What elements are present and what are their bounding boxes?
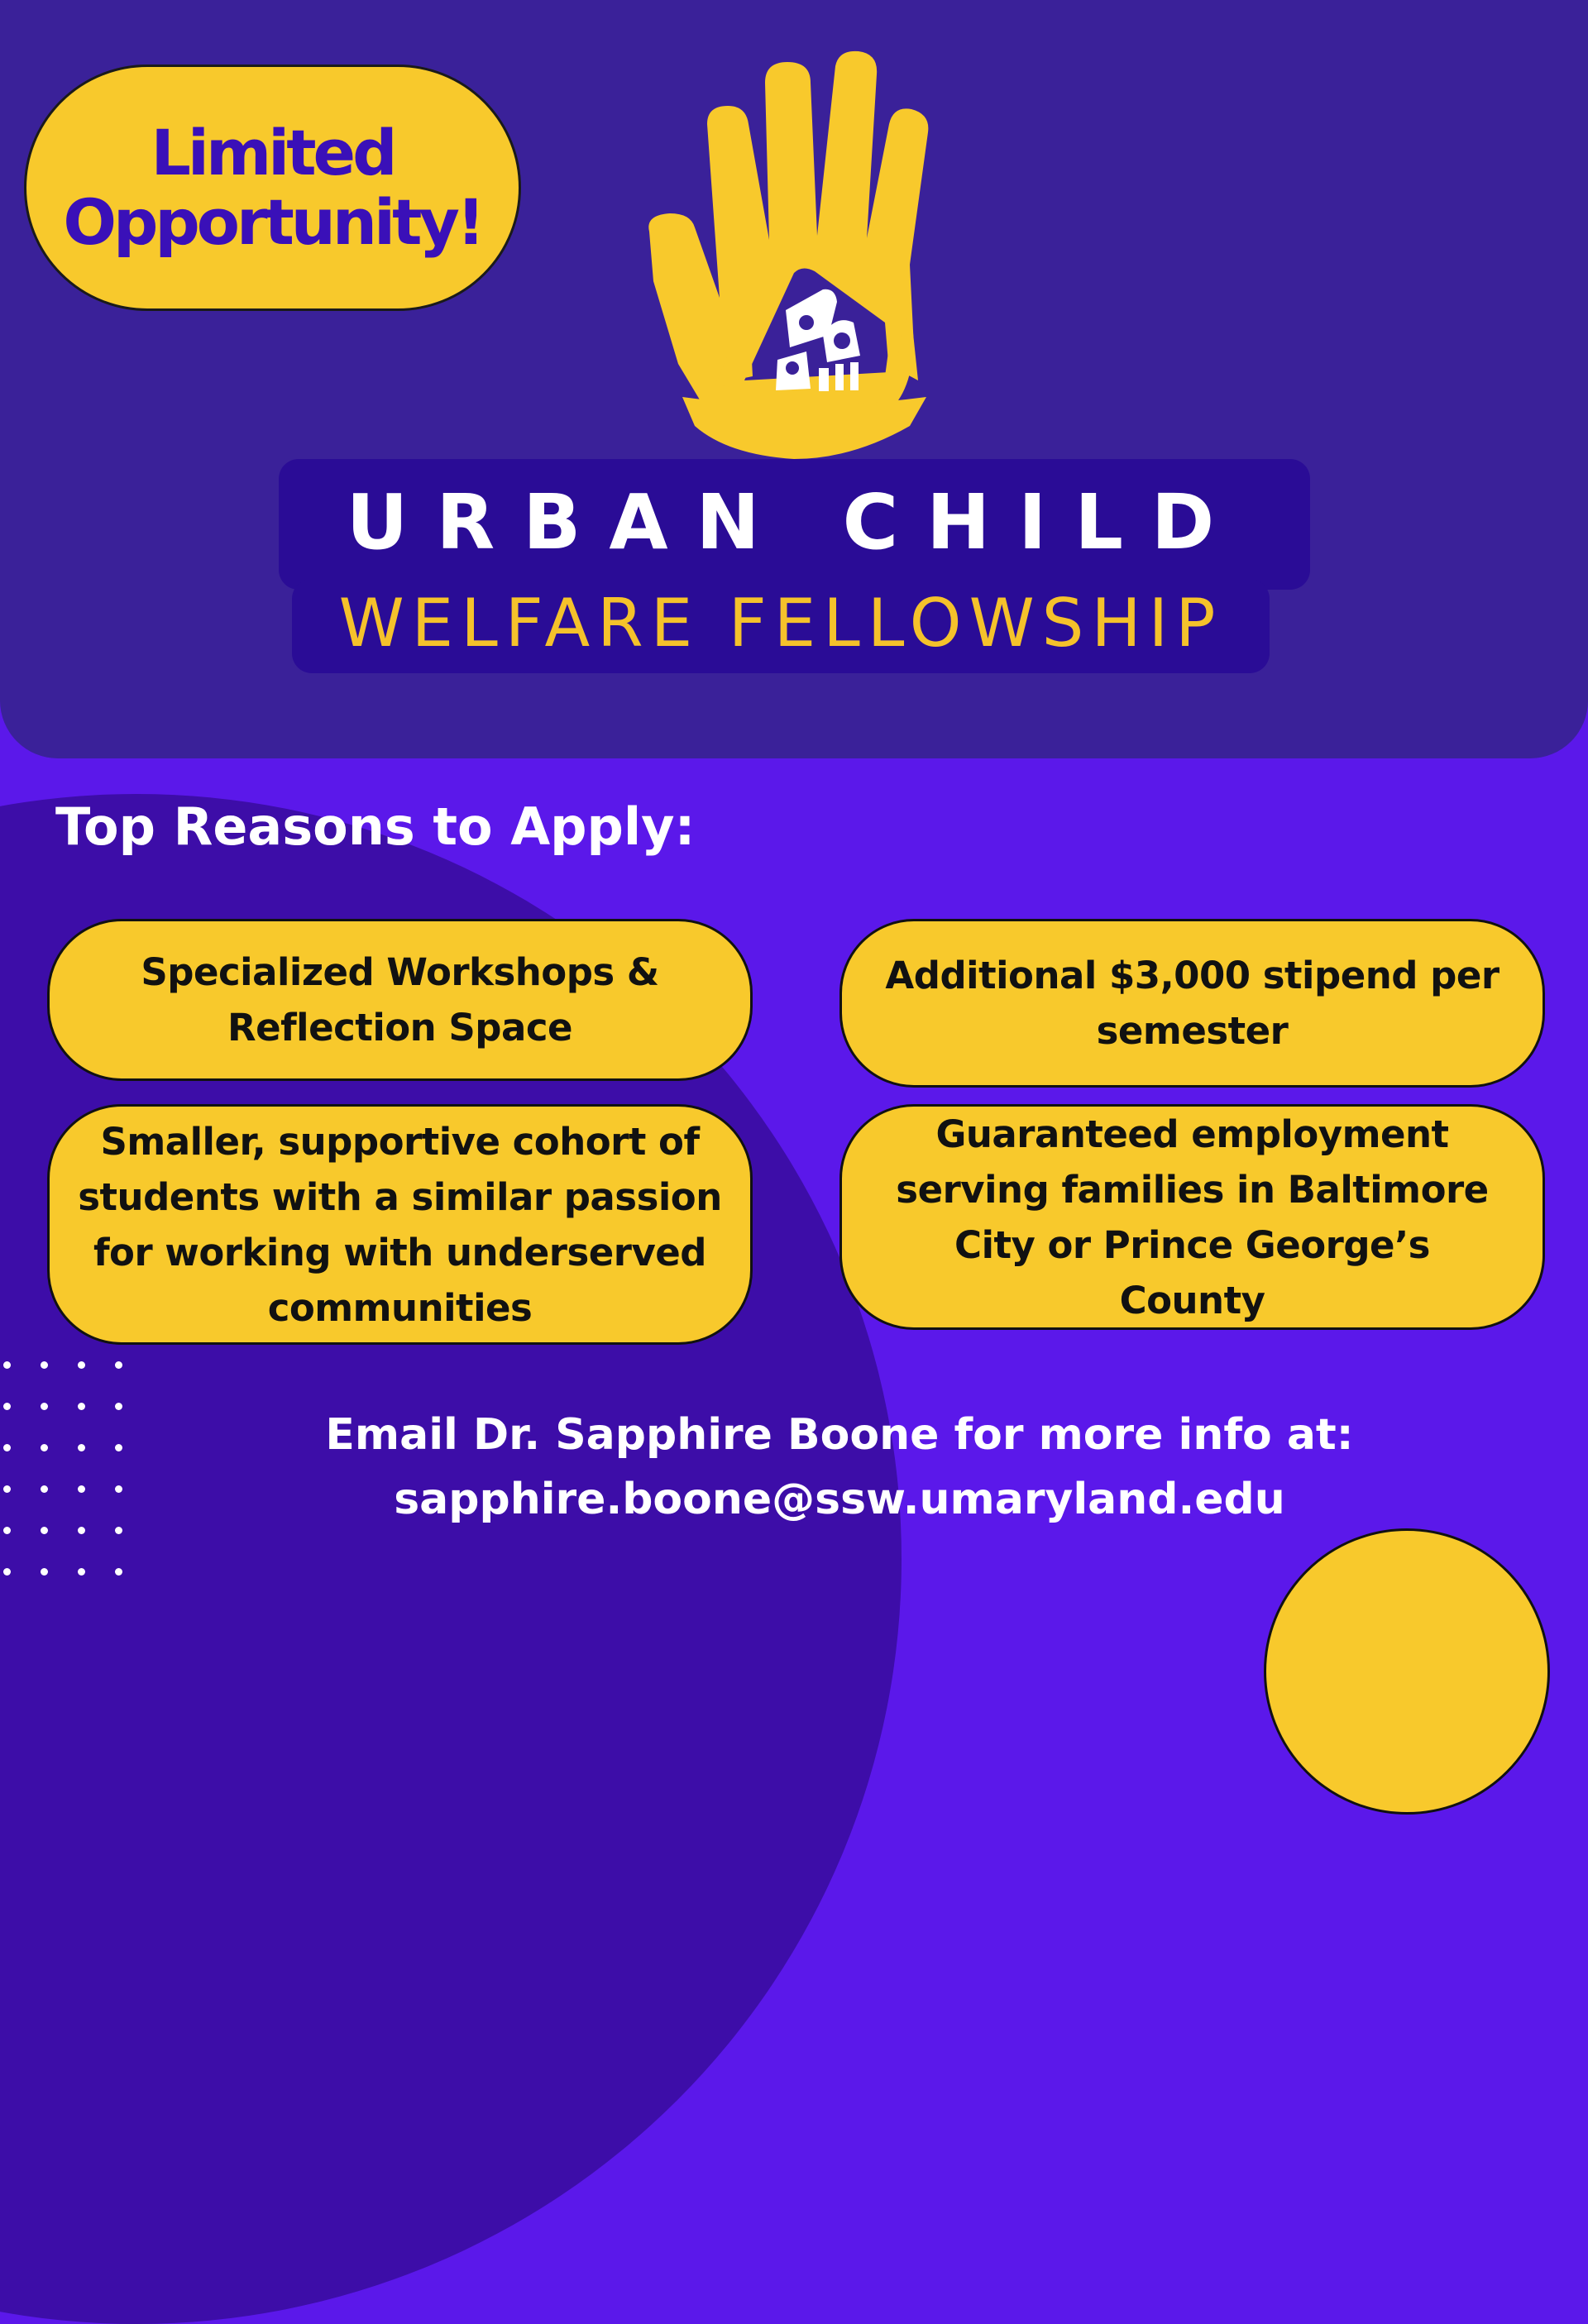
decorative-dot: [41, 1568, 48, 1576]
decorative-dot: [78, 1361, 85, 1369]
decorative-dot: [3, 1444, 11, 1451]
decorative-dot: [41, 1361, 48, 1369]
limited-opportunity-badge: [24, 65, 521, 311]
decorative-dot: [115, 1361, 122, 1369]
decorative-dot: [115, 1444, 122, 1451]
reason-text: Specialized Workshops & Reflection Space: [141, 950, 659, 1050]
decorative-dot: [78, 1527, 85, 1534]
decorative-dot: [78, 1444, 85, 1451]
reason-text: Additional $3,000 stipend per semester: [885, 954, 1500, 1053]
decorative-dot: [115, 1403, 122, 1410]
decorative-dot: [41, 1485, 48, 1493]
title-welfare-fellowship: WELFARE FELLOWSHIP: [338, 585, 1223, 662]
decorative-dot: [3, 1568, 11, 1576]
decorative-dot: [41, 1527, 48, 1534]
badge-line1: Limited: [151, 116, 395, 189]
reason-text: Smaller, supportive cohort of students with a similar passion for working with underserved communities: [78, 1119, 722, 1330]
decorative-dot: [3, 1527, 11, 1534]
decorative-dot: [3, 1403, 11, 1410]
decorative-dot: [78, 1485, 85, 1493]
hand-with-family-logo-icon: [637, 50, 951, 463]
contact-line: Email Dr. Sapphire Boone for more info at:: [325, 1410, 1354, 1460]
title-urban-child: URBAN CHILD: [346, 478, 1243, 567]
decorative-dot: [3, 1485, 11, 1493]
reason-pill-workshops: [47, 919, 753, 1081]
decorative-dot: [3, 1361, 11, 1369]
decorative-dot: [115, 1527, 122, 1534]
decorative-dot: [115, 1568, 122, 1576]
contact-email-link[interactable]: sapphire.boone@ssw.umaryland.edu: [394, 1475, 1285, 1524]
reason-pill-employment: [839, 1104, 1545, 1330]
reason-text: Guaranteed employment serving families in Baltimore City or Prince George’s County: [896, 1112, 1489, 1322]
decorative-dot: [41, 1444, 48, 1451]
decorative-dot: [78, 1403, 85, 1410]
badge-line2: Opportunity!: [63, 185, 482, 259]
decorative-dot: [78, 1568, 85, 1576]
background-circle-yellow: [1264, 1528, 1550, 1815]
reason-pill-cohort: [47, 1104, 753, 1345]
decorative-dot: [41, 1403, 48, 1410]
decorative-dot: [115, 1485, 122, 1493]
reasons-heading: Top Reasons to Apply:: [55, 796, 696, 857]
reason-pill-stipend: [839, 919, 1545, 1088]
